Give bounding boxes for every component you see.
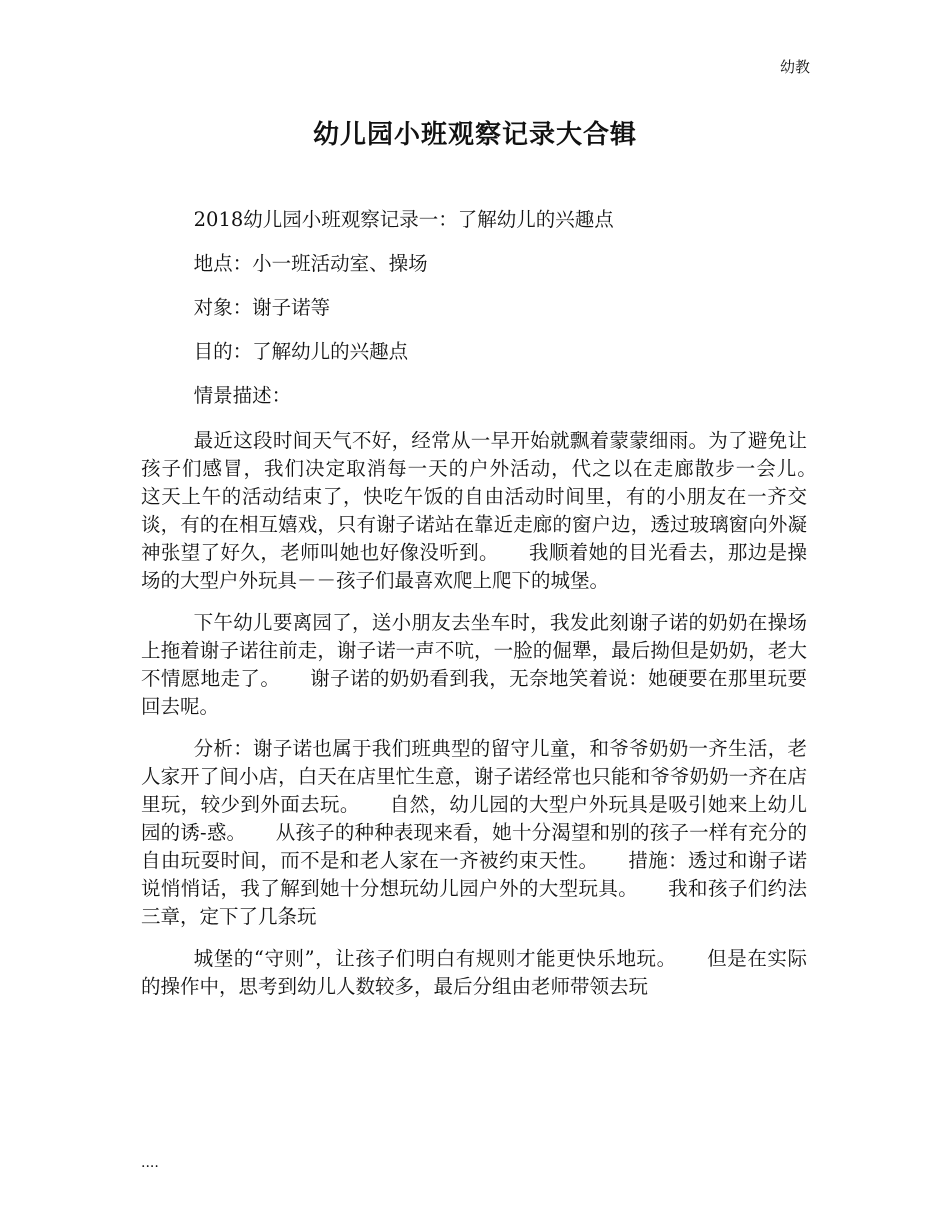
paragraph-afternoon: 下午幼儿要离园了，送小朋友去坐车时，我发此刻谢子诺的奶奶在操场上拖着谢子诺往前走，谢子诺一声不吭，一脸的倔犟，最后拗但是奶奶，老大不情愿地走了。 谢子诺的奶奶看到我，无奈地笑着说：她硬要在那里玩要回去呢。 (141, 611, 807, 718)
document-body (141, 206, 847, 1015)
record-location: 地点：小一班活动室、操场 (193, 252, 428, 275)
footer-mark: .... (141, 1155, 159, 1171)
paragraph-scene: 最近这段时间天气不好，经常从一早开始就飘着蒙蒙细雨。为了避免让孩子们感冒，我们决定取消每一天的户外活动，代之以在走廊散步一会儿。 这天上午的活动结束了，快吃午饭的自由活动时间里，有的小朋友在一齐交谈，有的在相互嬉戏，只有谢子诺站在靠近走廊的窗户边，透过玻璃窗向外凝神张望了好久，老师叫她也好像没听到。 我顺着她的目光看去，那边是操场的大型户外玩具－－孩子们最喜欢爬上爬下的城堡。 (141, 429, 847, 592)
paragraph-analysis: 分析：谢子诺也属于我们班典型的留守儿童，和爷爷奶奶一齐生活，老人家开了间小店，白天在店里忙生意，谢子诺经常也只能和爷爷奶奶一齐在店里玩，较少到外面去玩。 自然，幼儿园的大型户外玩具是吸引她来上幼儿园的诱-惑。 从孩子的种种表现来看，她十分渴望和别的孩子一样有充分的自由玩耍时间，而不是和老人家在一齐被约束天性。 措施：透过和谢子诺说悄悄话，我了解到她十分想玩幼儿园户外的大型玩具。 我和孩子们约法三章，定下了几条玩 (141, 737, 807, 928)
scene-label: 情景描述： (193, 384, 292, 407)
page-title: 幼儿园小班观察记录大合辑 (312, 120, 637, 150)
paragraph-rules: 城堡的“守则”，让孩子们明白有规则才能更快乐地玩。 但是在实际的操作中，思考到幼儿人数较多，最后分组由老师带领去玩 (141, 947, 807, 998)
record-subject: 对象：谢子诺等 (193, 296, 331, 319)
header-label: 幼教 (779, 58, 810, 76)
record-heading: 2018幼儿园小班观察记录一：了解幼儿的兴趣点 (193, 208, 614, 231)
record-purpose: 目的：了解幼儿的兴趣点 (193, 340, 409, 363)
